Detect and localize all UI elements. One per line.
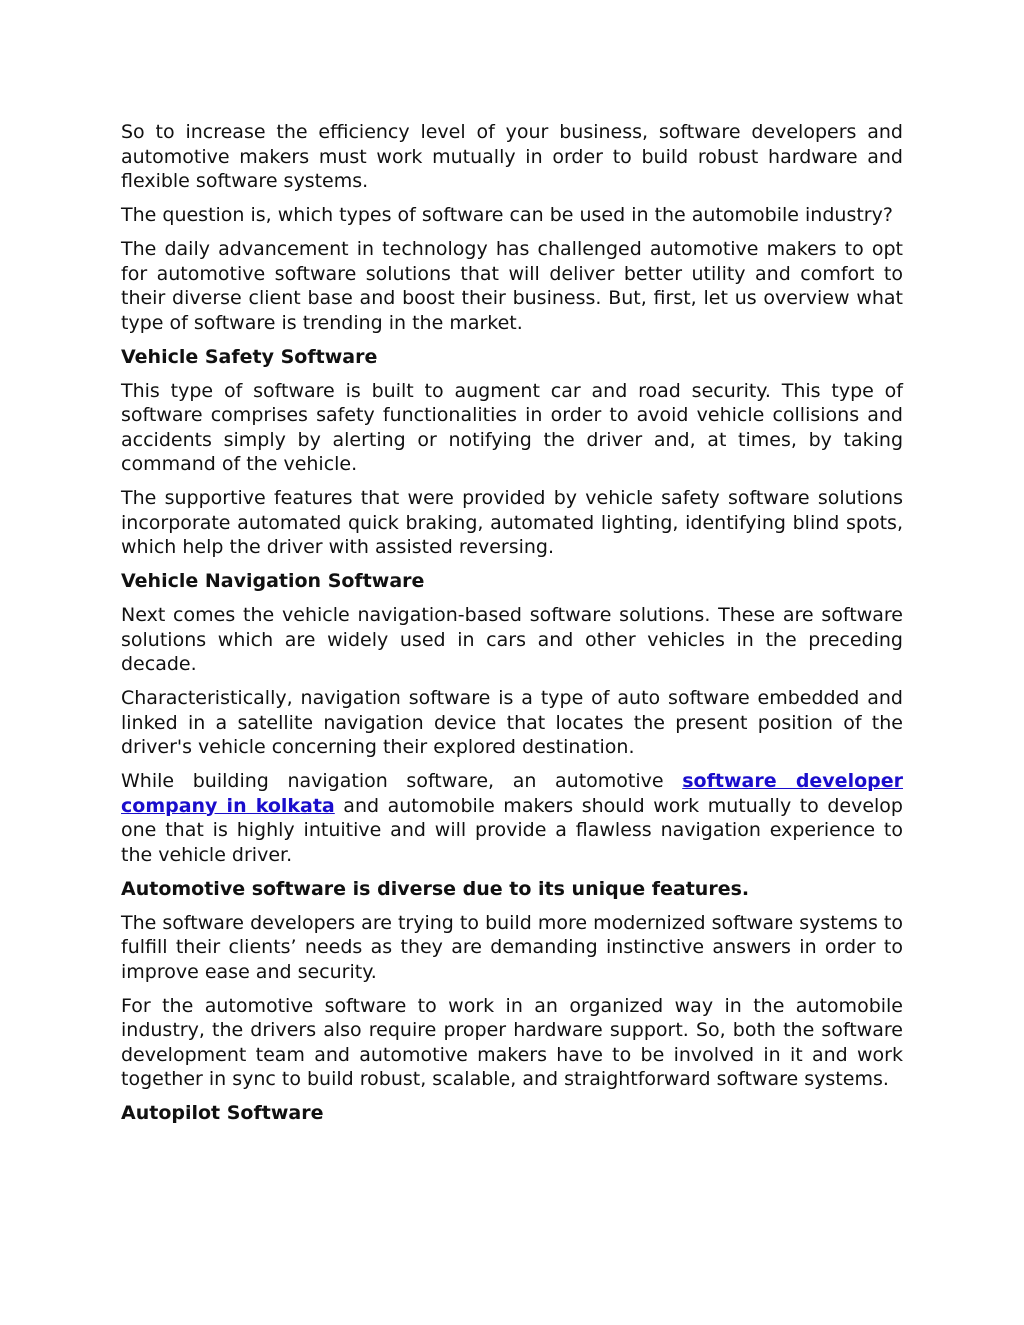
paragraph-hardware-support: For the automotive software to work in an organized way in the automobile industry, the drivers also require proper hardware support. So, both the software development team and automotive makers have to be involved in it and work together in sync to build robust, scalable, and straightforward software systems. (121, 994, 903, 1090)
software-developer-link[interactable]: software developer company in kolkata (121, 770, 903, 817)
paragraph-text-after-link: and automobile makers should work mutually to develop one that is highly intuitive and will provide a flawless navigation experience to the vehicle driver. (121, 794, 903, 866)
paragraph-safety-description: This type of software is built to augment car and road security. This type of software comprises safety functionalities in order to avoid vehicle collisions and accidents simply by alerting or notifying the driver and, at times, by taking command of the vehicle. (121, 379, 903, 475)
paragraph-navigation-intro: Next comes the vehicle navigation-based software solutions. These are software solutions which are widely used in cars and other vehicles in the preceding decade. (121, 604, 903, 675)
paragraph-text-before-link: While building navigation software, an automotive (121, 770, 683, 792)
paragraph-navigation-building (121, 769, 903, 867)
heading-vehicle-safety-software: Vehicle Safety Software (121, 345, 378, 368)
heading-autopilot-software: Autopilot Software (121, 1102, 324, 1124)
paragraph-question: The question is, which types of software can be used in the automobile industry? (121, 204, 893, 226)
paragraph-safety-features: The supportive features that were provided by vehicle safety software solutions incorporate automated quick braking, automated lighting, identifying blind spots, which help the driver with assisted reversing. (121, 487, 903, 558)
document-body (121, 120, 903, 1135)
heading-automotive-software-diverse: Automotive software is diverse due to its unique features. (121, 877, 750, 900)
paragraph-navigation-characteristics: Characteristically, navigation software is a type of auto software embedded and linked in a satellite navigation device that locates the present position of the driver's vehicle concerning their explored destination. (121, 687, 903, 758)
paragraph-advancement: The daily advancement in technology has challenged automotive makers to opt for automotive software solutions that will deliver better utility and comfort to their diverse client base and boost their business. But, first, let us overview what type of software is trending in the market. (121, 238, 903, 334)
heading-vehicle-navigation-software: Vehicle Navigation Software (121, 570, 425, 592)
paragraph-efficiency: So to increase the efficiency level of your business, software developers and automotive makers must work mutually in order to build robust hardware and flexible software systems. (121, 121, 903, 192)
paragraph-modernized-software: The software developers are trying to build more modernized software systems to fulfill their clients’ needs as they are demanding instinctive answers in order to improve ease and security. (121, 911, 903, 983)
